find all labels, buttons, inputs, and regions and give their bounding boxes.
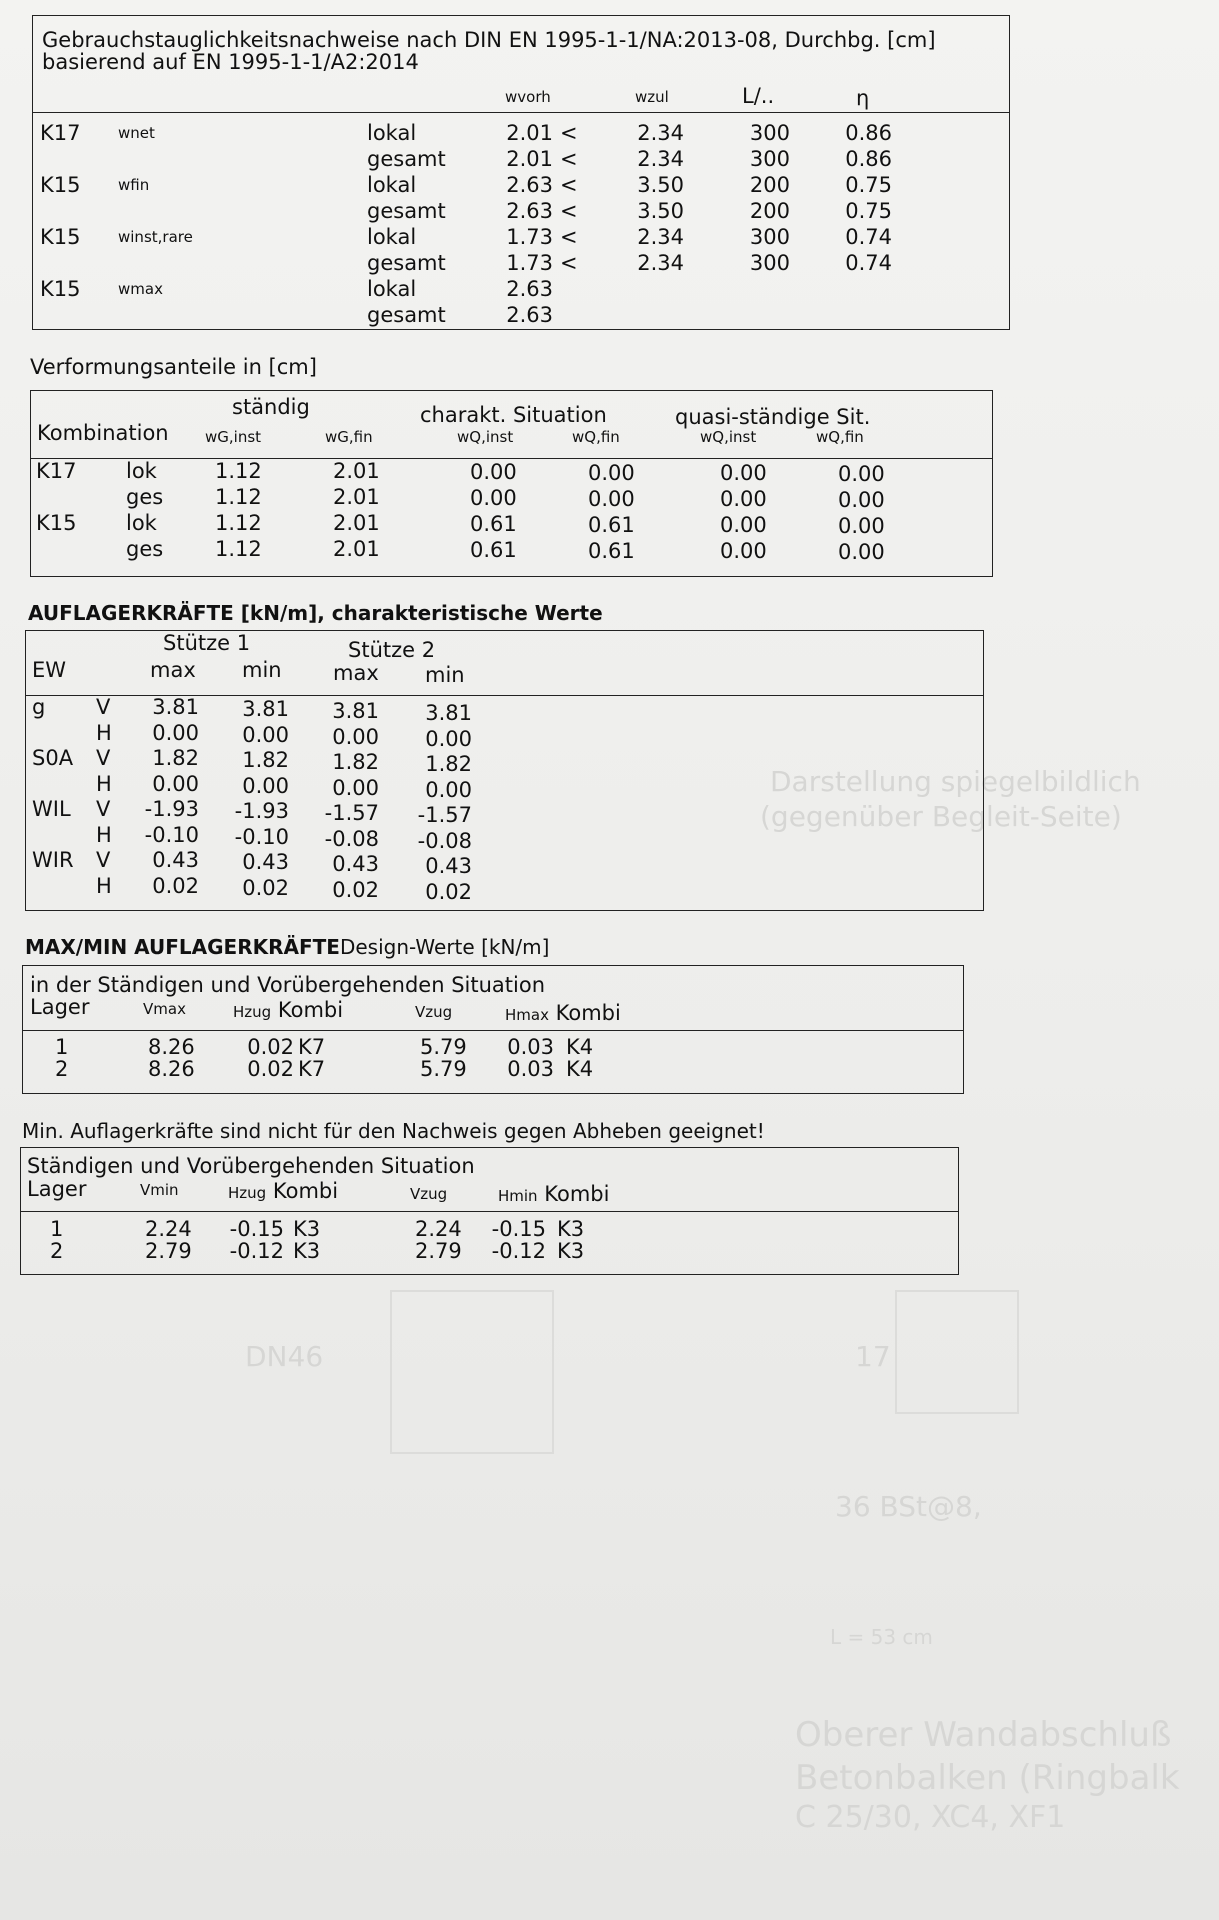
sls-w-zul: 2.34	[637, 121, 684, 145]
maxmin-col-kombi2: Kombi	[555, 1001, 621, 1025]
maxmin-kombi: K4	[566, 1035, 594, 1059]
support-col-ew: EW	[32, 658, 67, 682]
support-load-case: g	[32, 695, 46, 719]
sls-scope: lokal	[367, 173, 417, 197]
sls-combination: K15	[40, 277, 81, 301]
deform-scope: ges	[126, 485, 164, 509]
support-value: -1.57	[324, 801, 379, 825]
support-direction: H	[96, 822, 112, 847]
maxmin-kombi: K7	[298, 1035, 326, 1059]
support-direction: V	[96, 695, 111, 719]
maxmin-col-hmax	[505, 1003, 621, 1024]
bleed-label-2: 17	[855, 1340, 891, 1373]
sls-combination: K17	[40, 121, 81, 145]
deform-value: 0.00	[720, 487, 767, 511]
minf-col-kombi2: Kombi	[544, 1182, 610, 1206]
sls-scope: lokal	[367, 277, 417, 301]
deform-scope: ges	[126, 537, 164, 561]
sls-span-ratio: 300	[749, 147, 790, 171]
deform-value: 2.01	[333, 485, 380, 509]
sls-deflection-type: wfin	[118, 176, 150, 194]
support-value: -1.93	[144, 797, 199, 821]
deform-value: 1.12	[215, 511, 262, 535]
sls-utilization: 0.86	[845, 147, 892, 171]
sls-scope: lokal	[367, 121, 417, 145]
support-value: 0.00	[425, 777, 472, 802]
sls-header-eta: η	[856, 86, 870, 110]
sls-deflection-type: wmax	[118, 280, 163, 298]
sls-combination: K15	[40, 173, 81, 197]
sls-less-than: <	[560, 199, 578, 223]
minf-header-rule	[20, 1211, 959, 1212]
minf-kombi: K3	[557, 1217, 585, 1241]
support-value: 0.43	[152, 848, 199, 872]
support-value: 1.82	[242, 748, 289, 772]
deform-subheader: wG,inst	[205, 428, 262, 446]
support-col-min2: min	[425, 663, 465, 687]
support-stuetze2: Stütze 2	[348, 638, 436, 662]
sls-w-zul: 3.50	[637, 173, 684, 197]
maxmin-situation: in der Ständigen und Vorübergehenden Situation	[30, 973, 546, 997]
support-direction: H	[96, 873, 112, 898]
support-value: 1.82	[332, 750, 379, 774]
maxmin-lager: 1	[55, 1035, 69, 1059]
deform-combination: K15	[36, 511, 77, 535]
sls-w-zul: 2.34	[637, 251, 684, 275]
sls-subtitle: basierend auf EN 1995-1-1/A2:2014	[42, 50, 419, 74]
support-col-min1: min	[242, 658, 282, 682]
minf-h: -0.12	[491, 1239, 546, 1263]
bleed-title-1: Oberer Wandabschluß	[795, 1715, 1172, 1755]
support-value: 3.81	[332, 699, 379, 723]
sls-header-rule	[32, 112, 1010, 113]
sls-header-ratio: L/..	[742, 84, 775, 108]
support-direction: H	[96, 720, 112, 745]
support-value: -0.08	[417, 828, 472, 853]
minf-warning: Min. Auflagerkräfte sind nicht für den Nachweis gegen Abheben geeignet!	[22, 1119, 765, 1143]
minf-col-vmin: Vmin	[140, 1181, 179, 1199]
sls-span-ratio: 300	[749, 251, 790, 275]
maxmin-title	[25, 937, 549, 957]
sls-scope: gesamt	[367, 251, 446, 275]
maxmin-col-vmax: Vmax	[143, 1000, 186, 1018]
maxmin-col-hmax-label: Hmax	[505, 1006, 549, 1024]
sls-less-than: <	[560, 251, 578, 275]
deform-value: 0.00	[720, 513, 767, 537]
minf-hzug: -0.15	[229, 1217, 284, 1241]
deform-value: 2.01	[333, 537, 380, 561]
deform-value: 1.12	[215, 459, 262, 483]
support-value: -1.57	[417, 803, 472, 827]
minf-v: 2.79	[145, 1239, 192, 1263]
maxmin-v: 8.26	[148, 1035, 195, 1059]
maxmin-kombi: K7	[298, 1057, 326, 1081]
bleed-title-3: C 25/30, XC4, XF1	[795, 1800, 1066, 1835]
minf-col-vzug: Vzug	[410, 1185, 448, 1203]
deform-value: 2.01	[333, 511, 380, 535]
support-title: AUFLAGERKRÄFTE [kN/m], charakteristische Werte	[28, 601, 603, 625]
deform-value: 0.61	[588, 512, 635, 537]
sls-less-than: <	[560, 147, 578, 171]
deform-subheader: wG,fin	[325, 428, 373, 446]
maxmin-title-bold: MAX/MIN AUFLAGERKRÄFTE	[25, 935, 340, 959]
minf-v: 2.24	[145, 1217, 192, 1241]
deform-value: 0.00	[838, 513, 885, 538]
minf-col-hmin	[498, 1184, 609, 1205]
sls-w-vorh: 2.63	[506, 199, 553, 223]
sls-title: Gebrauchstauglichkeitsnachweise nach DIN EN 1995-1-1/NA:2013-08, Durchbg. [cm]	[42, 28, 936, 52]
deform-value: 1.12	[215, 485, 262, 509]
sls-utilization: 0.75	[845, 199, 892, 223]
maxmin-col-vzug: Vzug	[415, 1003, 453, 1021]
bleed-text-1: Darstellung spiegelbildlich	[770, 765, 1141, 798]
deform-title: Verformungsanteile in [cm]	[30, 355, 317, 379]
deform-value: 0.00	[838, 461, 885, 486]
deform-group-quasi: quasi-ständige Sit.	[675, 405, 871, 429]
maxmin-col-kombi1: Kombi	[277, 998, 344, 1022]
minf-situation: Ständigen und Vorübergehenden Situation	[27, 1154, 475, 1178]
support-value: -0.10	[234, 824, 289, 849]
support-load-case: S0A	[32, 746, 74, 770]
maxmin-col-hzug	[233, 1000, 343, 1021]
deform-scope: lok	[126, 511, 157, 535]
sls-scope: gesamt	[367, 199, 446, 223]
support-direction: V	[96, 746, 111, 770]
sls-w-zul: 3.50	[637, 199, 684, 223]
minf-lager: 1	[50, 1217, 64, 1241]
sls-w-vorh: 2.63	[506, 277, 553, 301]
minf-kombi: K3	[557, 1239, 585, 1263]
deform-value: 2.01	[333, 459, 380, 483]
support-col-max1: max	[150, 658, 196, 682]
maxmin-vzug: 5.79	[420, 1035, 467, 1059]
support-value: 0.02	[425, 879, 472, 904]
support-value: 0.43	[242, 850, 289, 874]
maxmin-hzug: 0.02	[247, 1057, 294, 1081]
deform-subheader: wQ,fin	[816, 428, 864, 446]
support-value: 0.00	[152, 771, 199, 796]
sls-deflection-type: wnet	[118, 124, 155, 142]
support-direction: V	[96, 848, 111, 872]
deform-combination: K17	[36, 459, 77, 483]
deform-value: 0.00	[720, 539, 767, 563]
deform-group-staendig: ständig	[232, 395, 310, 419]
support-value: 0.00	[242, 773, 289, 798]
deform-value: 0.00	[588, 460, 635, 485]
support-value: -0.08	[324, 826, 379, 851]
minf-kombi: K3	[293, 1217, 321, 1241]
deform-value: 0.00	[838, 539, 885, 564]
minf-col-hmin-label: Hmin	[498, 1187, 538, 1205]
sls-w-zul: 2.34	[637, 225, 684, 249]
bleed-text-2: (gegenüber Begleit-Seite)	[760, 800, 1122, 833]
sls-utilization: 0.86	[845, 121, 892, 145]
deform-value: 0.00	[720, 461, 767, 485]
sls-deflection-type: winst,rare	[118, 228, 193, 246]
bleed-drawing-box	[895, 1290, 1019, 1414]
maxmin-lager: 2	[55, 1057, 69, 1081]
maxmin-vzug: 5.79	[420, 1057, 467, 1081]
support-value: 0.00	[152, 720, 199, 745]
support-value: 3.81	[242, 697, 289, 721]
support-value: 0.00	[332, 724, 379, 749]
sls-span-ratio: 300	[749, 225, 790, 249]
bleed-drawing-frame	[390, 1290, 554, 1454]
bleed-label-1: DN46	[245, 1340, 324, 1373]
support-value: -1.93	[234, 799, 289, 823]
sls-w-vorh: 2.01	[506, 147, 553, 171]
minf-hzug: -0.12	[229, 1239, 284, 1263]
minf-kombi: K3	[293, 1239, 321, 1263]
support-direction: V	[96, 797, 111, 821]
support-load-case: WIR	[32, 848, 74, 872]
support-value: 3.81	[425, 701, 472, 725]
support-value: 0.02	[152, 873, 199, 898]
support-direction: H	[96, 771, 112, 796]
deform-subheader: wQ,inst	[457, 428, 514, 446]
deform-group-charakt: charakt. Situation	[420, 403, 607, 427]
maxmin-h: 0.03	[507, 1057, 554, 1081]
support-stuetze1: Stütze 1	[163, 631, 251, 655]
support-value: 0.43	[332, 852, 379, 876]
deform-header-rule	[30, 458, 993, 459]
sls-scope: gesamt	[367, 303, 446, 327]
support-value: 0.02	[242, 875, 289, 900]
sls-combination: K15	[40, 225, 81, 249]
minf-vzug: 2.79	[415, 1239, 462, 1263]
minf-col-kombi1: Kombi	[272, 1179, 339, 1203]
deform-value: 0.00	[470, 486, 517, 510]
sls-w-vorh: 2.01	[506, 121, 553, 145]
sls-less-than: <	[560, 225, 578, 249]
deform-value: 0.61	[588, 538, 635, 563]
support-value: 0.00	[332, 775, 379, 800]
sls-utilization: 0.74	[845, 225, 892, 249]
deform-col-kombination: Kombination	[37, 421, 169, 445]
maxmin-col-hzug-label: Hzug	[233, 1003, 272, 1021]
maxmin-header-rule	[22, 1030, 964, 1031]
sls-header-wvorh: wvorh	[505, 88, 551, 106]
minf-h: -0.15	[491, 1217, 546, 1241]
support-value: 1.82	[152, 746, 199, 770]
support-value: 0.00	[425, 726, 472, 751]
deform-scope: lok	[126, 459, 157, 483]
support-value: 3.81	[152, 695, 199, 719]
minf-vzug: 2.24	[415, 1217, 462, 1241]
maxmin-kombi: K4	[566, 1057, 594, 1081]
sls-header-wzul: wzul	[635, 88, 669, 106]
support-load-case: WIL	[32, 797, 71, 821]
bleed-label-4: L = 53 cm	[830, 1625, 933, 1649]
sls-w-vorh: 2.63	[506, 303, 553, 327]
support-value: 1.82	[425, 752, 472, 776]
deform-subheader: wQ,fin	[572, 428, 620, 446]
sls-w-vorh: 2.63	[506, 173, 553, 197]
deform-value: 0.61	[470, 538, 517, 562]
deform-value: 0.00	[838, 487, 885, 512]
support-value: 0.43	[425, 854, 472, 878]
support-value: 0.00	[242, 722, 289, 747]
minf-col-lager: Lager	[27, 1177, 87, 1201]
minf-col-hzug	[228, 1181, 338, 1202]
bleed-label-3: 36 BSt@8,	[835, 1490, 982, 1523]
sls-utilization: 0.75	[845, 173, 892, 197]
deform-value: 0.61	[470, 512, 517, 536]
sls-w-vorh: 1.73	[506, 225, 553, 249]
maxmin-col-lager: Lager	[30, 995, 90, 1019]
sls-less-than: <	[560, 121, 578, 145]
sls-span-ratio: 300	[749, 121, 790, 145]
sls-less-than: <	[560, 173, 578, 197]
sls-utilization: 0.74	[845, 251, 892, 275]
maxmin-h: 0.03	[507, 1035, 554, 1059]
bleed-title-2: Betonbalken (Ringbalk	[795, 1758, 1180, 1798]
deform-subheader: wQ,inst	[700, 428, 757, 446]
sls-scope: lokal	[367, 225, 417, 249]
minf-col-hzug-label: Hzug	[228, 1184, 267, 1202]
sls-scope: gesamt	[367, 147, 446, 171]
sls-span-ratio: 200	[749, 173, 790, 197]
deform-value: 1.12	[215, 537, 262, 561]
minf-lager: 2	[50, 1239, 64, 1263]
support-value: 0.02	[332, 877, 379, 902]
maxmin-hzug: 0.02	[247, 1035, 294, 1059]
support-col-max2: max	[333, 661, 379, 685]
sls-span-ratio: 200	[749, 199, 790, 223]
sls-w-vorh: 1.73	[506, 251, 553, 275]
sls-w-zul: 2.34	[637, 147, 684, 171]
maxmin-v: 8.26	[148, 1057, 195, 1081]
deform-value: 0.00	[588, 486, 635, 511]
deform-value: 0.00	[470, 460, 517, 484]
support-value: -0.10	[144, 822, 199, 847]
maxmin-title-rest: Design-Werte [kN/m]	[339, 935, 550, 959]
